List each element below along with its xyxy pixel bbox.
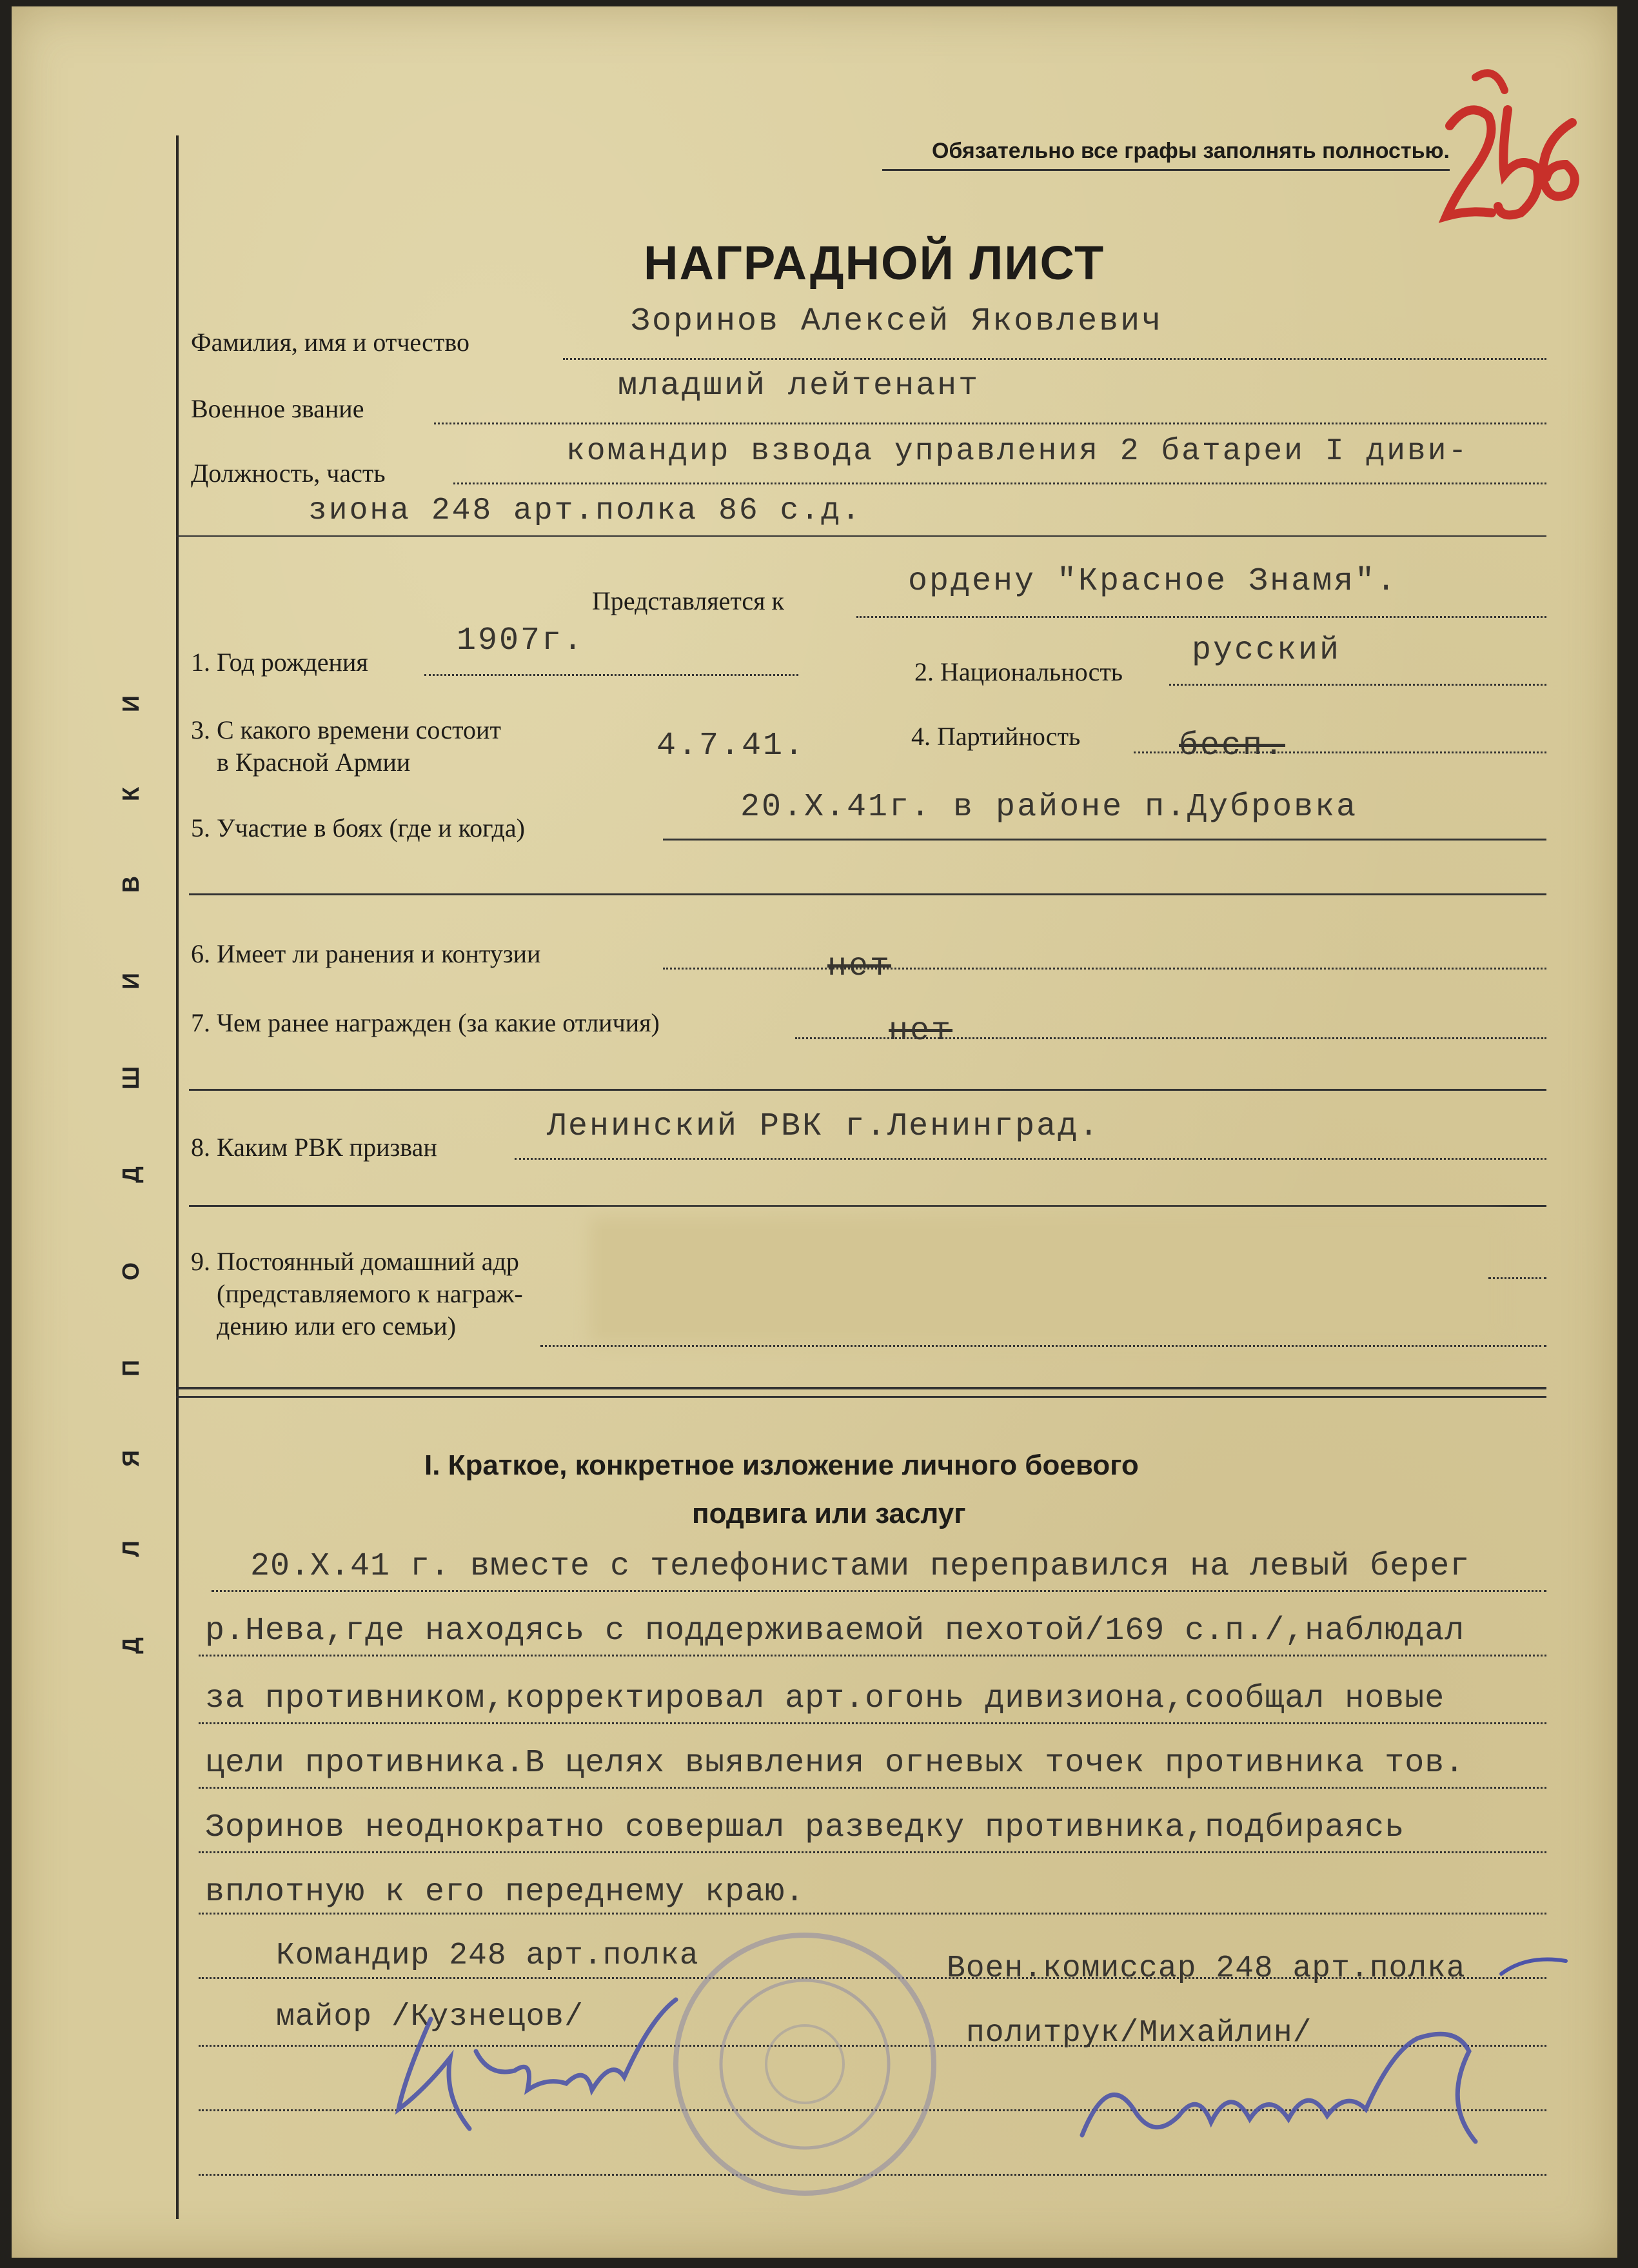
narrative-line: Зоринов неоднократно совершал разведку противника,подбираясь <box>205 1809 1405 1846</box>
narrative-rule <box>199 1913 1546 1915</box>
awards-label: 7. Чем ранее награжден (за какие отличия) <box>191 1008 660 1037</box>
rank-line <box>434 423 1546 424</box>
birth-line <box>424 674 798 676</box>
side-letter: В <box>117 876 144 893</box>
narrative-line: цели противника.В целях выявления огневых точек противника тов. <box>205 1745 1465 1782</box>
narrative-rule <box>199 1722 1546 1724</box>
post-value-line1: командир взвода управления 2 батареи I диви- <box>566 434 1469 469</box>
since-value: 4.7.41. <box>656 728 806 764</box>
post-label: Должность, часть <box>191 459 386 488</box>
page-title: НАГРАДНОЙ ЛИСТ <box>644 236 1105 290</box>
narrative-line: р.Нева,где находясь с поддерживаемой пехотой/169 с.п./,наблюдал <box>205 1613 1465 1649</box>
section-divider <box>176 535 1546 537</box>
address-line-2 <box>540 1345 1546 1347</box>
right-signature <box>1056 2013 1508 2180</box>
side-letter: И <box>117 973 144 990</box>
section-heading: I. Краткое, конкретное изложение личного боевого <box>424 1449 1139 1481</box>
awards-line <box>795 1037 1546 1039</box>
margin-line <box>176 135 179 2219</box>
rvk-line <box>515 1158 1546 1160</box>
narrative-line: 20.Х.41 г. вместе с телефонистами переправился на левый берег <box>250 1548 1470 1585</box>
side-letter: Л <box>117 1540 144 1557</box>
since-label-line2: в Красной Армии <box>217 748 411 777</box>
side-letter: О <box>117 1262 144 1281</box>
battles-value: 20.X.41г. в районе п.Дубровка <box>740 789 1358 826</box>
side-letter: Ш <box>117 1066 144 1090</box>
awards-line-2 <box>189 1089 1546 1091</box>
right-signatory-name: политрук/Михайлин/ <box>966 2016 1312 2051</box>
side-label <box>115 684 147 1690</box>
name-value: Зоринов Алексей Яковлевич <box>631 303 1163 340</box>
name-label: Фамилия, имя и отчество <box>191 328 470 357</box>
narrative-rule <box>199 1851 1546 1853</box>
birth-value: 1907г. <box>457 622 585 659</box>
address-label-line3: дению или его семьи) <box>217 1311 457 1340</box>
wounds-label: 6. Имеет ли ранения и контузии <box>191 939 541 968</box>
battles-line <box>663 839 1546 841</box>
side-letter: П <box>117 1360 144 1377</box>
rvk-label: 8. Каким РВК призван <box>191 1133 437 1162</box>
rank-label: Военное звание <box>191 394 364 423</box>
nationality-line <box>1169 684 1546 686</box>
narrative-line: за противником,корректировал арт.огонь дивизиона,сообщал новые <box>205 1680 1445 1717</box>
left-signatory-name: майор /Кузнецов/ <box>276 2000 584 2034</box>
party-value: бесп. <box>1179 728 1286 764</box>
nationality-value: русский <box>1192 632 1341 669</box>
narrative-rule <box>212 1590 1546 1592</box>
since-label-line1: 3. С какого времени состоит <box>191 715 501 744</box>
awards-value: нет <box>889 1013 953 1049</box>
side-letter: Д <box>117 1637 144 1654</box>
left-signature <box>379 1980 715 2148</box>
double-divider-bottom <box>176 1396 1546 1398</box>
post-line <box>453 482 1546 484</box>
signature-flourish <box>1495 1948 1572 1987</box>
address-label-line2: (представляемого к награж- <box>217 1279 523 1308</box>
presented-value: ордену "Красное Знамя". <box>908 563 1398 600</box>
narrative-rule <box>199 1787 1546 1789</box>
address-label-line1: 9. Постоянный домашний адр <box>191 1247 519 1276</box>
name-line <box>563 358 1546 360</box>
header-note-underline <box>882 169 1450 171</box>
rvk-line-2 <box>189 1205 1546 1207</box>
presented-line <box>856 616 1546 618</box>
double-divider-top <box>176 1387 1546 1389</box>
battles-label: 5. Участие в боях (где и когда) <box>191 813 525 842</box>
narrative-line: вплотную к его переднему краю. <box>205 1874 805 1911</box>
nationality-label: 2. Национальность <box>914 657 1123 686</box>
party-line <box>1134 751 1546 753</box>
wounds-line <box>663 968 1546 970</box>
birth-label: 1. Год рождения <box>191 648 368 677</box>
side-letter: Я <box>117 1450 144 1467</box>
rank-value: младший лейтенант <box>618 368 980 404</box>
address-redaction <box>602 1229 1488 1332</box>
side-letter: Д <box>117 1166 144 1183</box>
handwritten-number <box>1424 65 1592 284</box>
award-sheet <box>12 6 1617 2258</box>
header-note: Обязательно все графы заполнять полностью. <box>931 139 1450 163</box>
narrative-rule <box>199 1655 1546 1656</box>
battles-line-2 <box>189 893 1546 895</box>
address-line <box>1488 1277 1546 1279</box>
post-value-line2: зиона 248 арт.полка 86 с.д. <box>308 493 862 528</box>
wounds-value: нет <box>827 948 892 985</box>
side-letter: И <box>117 695 144 712</box>
section-heading-2: подвига или заслуг <box>692 1498 966 1529</box>
right-signatory-title: Воен.комиссар 248 арт.полка <box>947 1951 1466 1986</box>
side-letter: К <box>117 787 144 801</box>
presented-label: Представляется к <box>592 586 784 615</box>
left-signatory-title: Командир 248 арт.полка <box>276 1938 699 1973</box>
party-label: 4. Партийность <box>911 722 1081 751</box>
rvk-value: Ленинский РВК г.Ленинград. <box>547 1108 1101 1145</box>
